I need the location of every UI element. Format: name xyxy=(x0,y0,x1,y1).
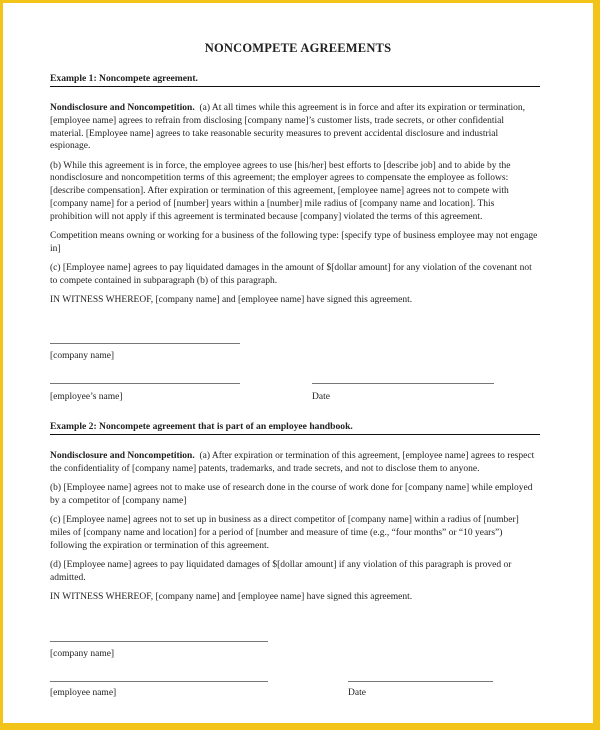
document-title: NONCOMPETE AGREEMENTS xyxy=(204,41,392,55)
example-1-date-line xyxy=(312,383,494,384)
example-2-date-label: Date xyxy=(348,688,366,698)
example-2-body xyxy=(50,450,538,610)
example-1-witness-clause: IN WITNESS WHEREOF, [company name] and [employee name] have signed this agreement. xyxy=(50,295,413,306)
example-1-paragraph-b: (b) While this agreement is in force, the employee agrees to use [his/her] best efforts to [describe job] and to abide by the nondisclosure and noncompetition terms of this agreement; the employer agrees to compensate the employee as follows: [describe compensation]. After expiration or termination of this agreement, [employee name] agrees not to compete with [company name] for a period of [number] years within a [number] mile radius of [company name and location]. This prohibition will not apply if this agreement is terminated because [company] violated the terms of this agreement. xyxy=(50,160,511,222)
example-1-company-signature-line xyxy=(50,343,240,344)
example-2-paragraph-b: (b) [Employee name] agrees not to make use of research done in the course of work done for [company name] while employed by a competitor of [company name] xyxy=(50,483,533,506)
example-2-paragraph-a-lead: Nondisclosure and Noncompetition. xyxy=(50,451,195,461)
example-1-paragraph-a xyxy=(50,102,538,153)
example-2-paragraph-a-text: (a) After expiration or termination of this agreement, [employee name] agrees to respect the confidentiality of [company name] patents, trademarks, and trade secrets, and not to disclose them to anyone. xyxy=(50,451,535,474)
example-2-employee-signature-label: [employee name] xyxy=(50,688,117,698)
example-1-heading: Example 1: Noncompete agreement. xyxy=(50,73,540,87)
example-1-company-signature-label: [company name] xyxy=(50,351,115,361)
example-1-paragraph-c: (c) [Employee name] agrees to pay liquidated damages in the amount of $[dollar amount] for any violation of the covenant not to compete contained in subparagraph (b) of this paragraph. xyxy=(50,263,532,287)
example-2-paragraph-a xyxy=(50,450,538,476)
example-2-employee-signature-line xyxy=(50,681,268,682)
example-1-employee-signature-label: [employee’s name] xyxy=(50,392,123,402)
example-2-date-line xyxy=(348,681,493,682)
example-2-paragraph-c: (c) [Employee name] agrees not to set up in business as a direct competitor of [company name] within a radius of [number] miles of [company name and location] for a period of [number and measure of time (e.g., “four months” or “10 years”) following the expiration or termination of this agreement. xyxy=(50,515,519,551)
example-1-date-label: Date xyxy=(312,392,330,402)
example-2-company-signature-label: [company name] xyxy=(50,649,115,659)
example-1-paragraph-a-text: (a) At all times while this agreement is in force and after its expiration or termination, [employee name] agrees to refrain from disclosing [company name]’s customer lists, trade secrets, or other confidential material. [Employee name] agrees to take reasonable security measures to prevent accidental disclosure and industrial espionage. xyxy=(50,103,526,152)
example-2-witness-clause: IN WITNESS WHEREOF, [company name] and [employee name] have signed this agreement. xyxy=(50,592,413,603)
example-1-body xyxy=(50,102,538,314)
example-2-heading: Example 2: Noncompete agreement that is part of an employee handbook. xyxy=(50,421,540,435)
example-1-competition-definition: Competition means owning or working for a business of the following type: [specify type of business employee may not engage in] xyxy=(50,231,538,254)
document-page xyxy=(3,3,593,723)
example-2-company-signature-line xyxy=(50,641,268,642)
example-1-employee-signature-line xyxy=(50,383,240,384)
example-1-paragraph-a-lead: Nondisclosure and Noncompetition. xyxy=(50,103,195,113)
example-2-paragraph-d: (d) [Employee name] agrees to pay liquidated damages of $[dollar amount] if any violation of this paragraph is proved or admitted. xyxy=(50,560,512,583)
